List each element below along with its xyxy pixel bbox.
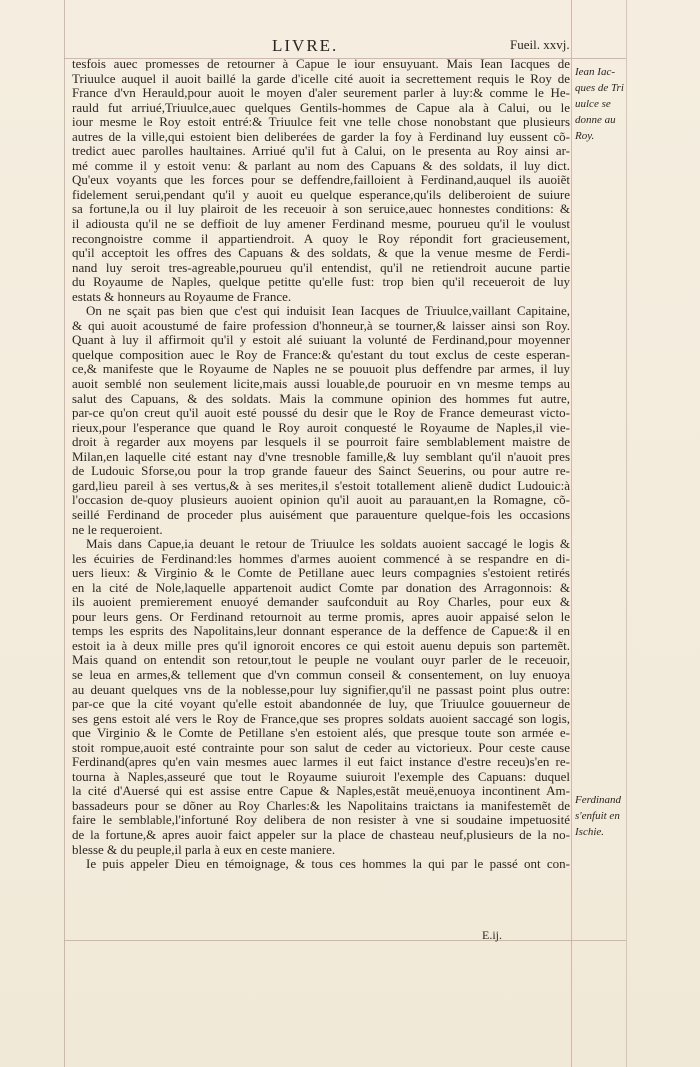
text-line: ce,& manifeste que le Royaume de Naples ne se pouuoit plus deffendre par armes, il luy [72,362,570,377]
text-line: Mais dans Capue,ia deuant le retour de Triuulce les soldats auoient saccagé le logis & [86,537,570,552]
margin-rule-left [64,0,65,1067]
text-line: en la cité de Nole,laquelle appartenoit audict Comte par donation des Arragonnois: & [72,580,570,595]
text-line: ils auoient premierement enuoyé demander saufconduit au Roy Charles, pour eux & [72,595,570,610]
text-line: salut des Capuans, & des soldats. Mais la commune opinion des hommes fut autre, [72,391,570,406]
margin-note-triuulce [575,64,635,144]
text-line: estoit ia à deux mille pres qu'il ignoroit encores ce qui estoit auenu depuis son partemẽt. [72,638,570,653]
text-line: Ie puis appeler Dieu en témoignage, & tous ces hommes la qui par le passé ont con- [86,857,570,872]
text-line: seillé Ferdinand de proceder plus auisément que parauenture quelque-fois les occasions [72,507,570,522]
text-line: Ferdinand(apres qu'en vain mesmes auec larmes il eut faict instance d'estre receu)s'en re- [72,755,570,770]
text-line: ne le requeroient. [72,522,163,537]
text-line: par-ce que la cité voyant qu'elle estoit abandonnée de luy, que Triuulce gouuerneur de [72,697,570,712]
text-line: auoit semblé non seulement licite,mais aussi louable,de pouruoir en vn mesme temps au [72,377,570,392]
text-line: Mais quand on entendit son retour,tout le peuple ne voulant ouyr parler de le receuoir, [72,653,570,668]
margin-note-ferdinand [575,792,635,840]
margin-rule-bottom [64,940,626,941]
text-line: la cité d'Auersé qui est assise entre Capue & Naples,estãt meuë,enuoya incontinent Am- [72,784,570,799]
margin-note-line: donne au [575,114,616,126]
text-line: temps les esprits des Napolitains,leur donnant esperance de la deffence de Capue:& il en [72,624,570,639]
text-line: au deuant quelques vns de la noblesse,pour luy signifier,qu'il ne passast point plus outre: [72,682,570,697]
text-line: fidelement serui,pendant qu'il y auoit eu quelque esperance,qu'ils deliberoient de suiure [72,187,570,202]
text-line: Quant à luy il affirmoit qu'il y estoit alé suiuant la volunté de Ferdinand,pour moyenner [72,333,570,348]
text-line: Qu'eux voyants que les forces pour se deffendre,failloient à Ferdinand,auquel ils auoiẽt [72,173,570,188]
text-line: stoit rompue,auoit esté contrainte pour son salut de ceder au victorieux. Pour ceste cause [72,740,570,755]
folio-number: Fueil. xxvj. [510,37,570,52]
text-line: l'occasion de-quoy plusieurs auoient opinion qu'il auoit au parauant,en la Romagne, cõ- [72,493,570,508]
margin-note-line: ques de Tri [575,82,624,94]
text-line: & qui auoit acoustumé de faire profession d'honneur,à se tourner,& laisser ainsi son Roy. [72,318,570,333]
running-head [0,36,700,56]
margin-note-line: Iean Iac- [575,66,616,78]
text-line: gard,lieu pareil à ses vertus,& à ses merites,il s'estoit totallement alienẽ dudict Ludouic:à [72,478,570,493]
text-line: bassadeurs pour se dõner au Roy Charles:& les Napolitains traictans ia manifestemẽt de [72,798,570,813]
text-line: estats & honneurs au Royaume de France. [72,289,292,304]
text-line: de la fortune,& apres auoir faict appeler sur la place de chasteau neuf,plusieurs de la no- [72,827,570,842]
text-line: par-ce qu'on creut qu'il auoit esté poussé du desir que le Roy de France demeurast victo- [72,406,570,421]
margin-note-line: s'enfuit en [575,810,620,822]
text-line: recongnoistre comme il appartiendroit. A quoy le Roy répondit fort gracieusement, [72,231,570,246]
margin-note-line: uulce se [575,98,611,110]
text-line: pour leurs gens. Or Ferdinand retournoit au terme promis, apres auoir appaisé selon le [72,609,570,624]
text-line: Triuulce auquel il auoit baillé la garde d'icelle cité auoit ia secrettement requis le Roy de [72,71,570,86]
text-line: Milan,en laquelle cité estant nay d'vne tresnoble famille,& luy semblant qu'il n'auoit pres [72,449,570,464]
text-line: blesse & du peuple,il parla à eux en ceste maniere. [72,842,336,857]
text-line: quelque composition auec le Roy de France:& qu'estant du tout exclus de ceste esperan- [72,347,570,362]
text-line: il adiousta qu'il ne se deffioit de luy amener Ferdinand mesme, pourueu qu'il le voulust [72,217,570,232]
text-line: France d'vn Herauld,pour auoit le moyen d'aler seurement parler à luy:& comme le He- [72,86,570,101]
text-line: que Virginio & le Comte de Petillane s'en estoient alés, que presque toute son armée e- [72,726,570,741]
margin-note-line: Ischie. [575,826,605,838]
text-line: autres de la ville,qui estoient bien deliberées de garder la foy à Ferdinand luy eussent cõ- [72,129,570,144]
body-text [72,57,570,872]
text-line: iour mesme le Roy estoit entré:& Triuulce feit vne telle chose nonobstant que plusieurs [72,115,570,130]
text-line: ses gens estoit alé vers le Roy de France,que ses propres soldats auoient saccagé son logis, [72,711,570,726]
catchword: E.ij. [482,928,502,942]
text-line: tredict auec parolles haultaines. Arriué qu'il fut à Calui, on le presenta au Roy ainsi ar- [72,144,570,159]
text-line: nand luy seroit tres-agreable,pourueu qu'il entendist, qu'il ne retiendroit aucune partie [72,260,570,275]
text-line: uers lieux: & Virginio & le Comte de Petillane auec leurs compagnies s'estoient retirés [72,566,570,581]
margin-note-line: Ferdinand [575,794,622,806]
text-line: tourna à Naples,asseuré que tout le Royaume suiuroit l'exemple des Capuans: duquel [72,769,570,784]
text-line: rauld fut arriué,Triuulce,auec quelques Gentils-hommes de Capue ala à Calui, ou le [72,100,570,115]
text-line: qu'il acceptoit les offres des Capuans & des soldats, & que la venue mesme de Ferdi- [72,246,570,261]
text-line: se leua en armes,& tellement que d'vn commun conseil & consentement, on luy enuoya [72,667,570,682]
text-line: de Ludouic Sforse,ou pour la trop grande faueur des Sainct Seuerins, ou pour autre re- [72,464,570,479]
text-line: faire le semblable,l'infortuné Roy delibera de non resister à vne si soudaine impetuosité [72,813,570,828]
text-line: rieux,pour l'esperance que quand le Roy auroit conquesté le Royaume de Naples,il vie- [72,420,570,435]
margin-note-line: Roy. [575,130,595,142]
text-line: les écuiries de Ferdinand:les hommes d'armes auoient commencé à se respandre en di- [72,551,570,566]
text-line: On ne sçait pas bien que c'est qui induisit Iean Iacques de Triuulce,vaillant Capitaine, [86,304,570,319]
text-line: droit à regarder aux moyens par lesquels il se pourroit faire semblablement maistre de [72,435,570,450]
margin-rule-right [571,0,572,1067]
margin-rule-outer [626,0,627,1067]
running-title: LIVRE. [272,36,339,55]
text-line: tesfois auec promesses de retourner à Capue le iour ensuyuant. Mais Iean Iacques de [72,57,570,71]
text-line: sa fortune,la ou il luy plairoit de les receuoir à son seruice,auec honnestes conditions: & [72,202,570,217]
text-line: mé comme il y estoit venu: & parlant au nom des Capuans & des soldats, il luy dict. [72,158,570,173]
text-line: du Royaume de Naples, quelque petitte qu'elle fust: trop bien qu'il receueroit de luy [72,275,570,290]
